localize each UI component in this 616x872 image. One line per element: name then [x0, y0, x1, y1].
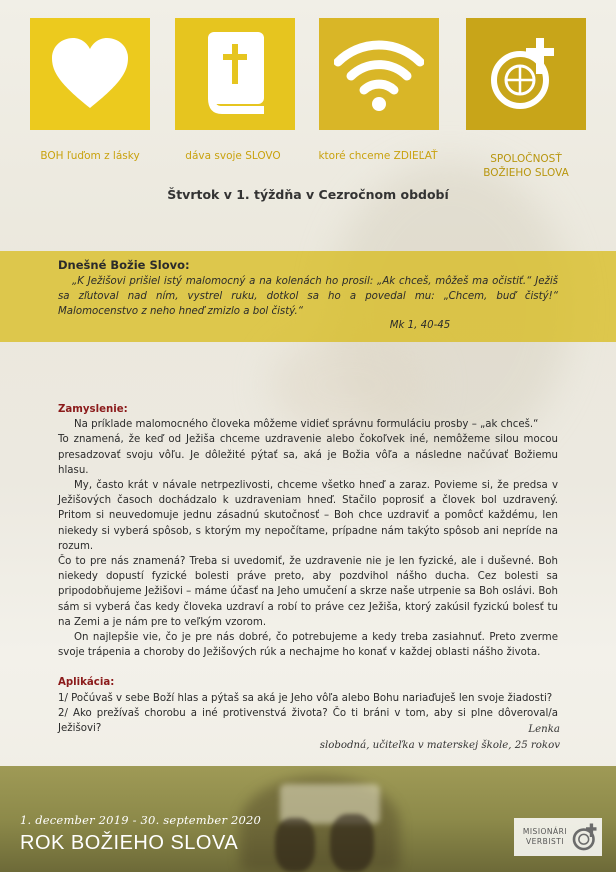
- signature-name: Lenka: [528, 724, 560, 735]
- logo-line2: VERBISTI: [526, 837, 564, 846]
- scripture-title: Dnešné Božie Slovo:: [58, 258, 190, 272]
- reflection-heading: Zamyslenie:: [58, 404, 128, 415]
- heart-icon: [50, 38, 130, 110]
- logo-line1: MISIONÁRI: [522, 827, 568, 836]
- scripture-text: „K Ježišovi prišiel istý malomocný a na kolenách ho prosil: „Ak chceš, môžeš ma očistiť.“ Ježiš sa zľutoval nad ním, vystrel ruku, dotkol sa ho a povedal mu: „Chcem, buď čistý!“ Malomocenstvo z neho hneď zmizlo a bol čistý.“: [58, 276, 558, 317]
- reflection-section: [58, 402, 558, 736]
- signature-description: slobodná, učiteľka v materskej škole, 25 rokov: [319, 740, 560, 751]
- footer-date-range: 1. december 2019 - 30. september 2020: [20, 813, 262, 827]
- missionari-verbisti-logo: [514, 818, 602, 856]
- footer-shoe-shape: [330, 814, 374, 872]
- footer-title: ROK BOŽIEHO SLOVA: [20, 832, 239, 854]
- reflection-paragraph: Na príklade malomocného človeka môžeme vidieť správnu formuláciu prosby – „ak chceš.“: [74, 419, 539, 431]
- svd-logo-icon: [486, 34, 566, 114]
- reflection-paragraph: To znamená, že keď od Ježiša chceme uzdravenie alebo čokoľvek iné, nemôžeme silou mocou presadzovať svoju vôľu. Je dôležité pýtať sa, aká je Božia vôľa a následne načúvať Božiemu hlasu.: [58, 434, 558, 476]
- application-item: 2/ Ako prežívaš chorobu a iné protivenstvá života? Čo ti bráni v tom, aby si plne dôveroval/a Ježišovi?: [58, 707, 558, 735]
- svd-logo-small-icon: [571, 822, 601, 852]
- tile-label-svd-line1: SPOLOČNOSŤ: [490, 153, 562, 165]
- tile-svd: [466, 18, 586, 130]
- reflection-paragraph: My, často krát v návale netrpezlivosti, chceme všetko hneď a zaraz. Povieme si, že predsa v Ježišových časoch dochádzalo k uzdraveniam hneď. Stačilo poprosiť a človek bol uzdravený. Pritom si neuvedomuje jednu zásadnú skutočnosť – Boh chce uzdraviť a pomôcť každému, len niekedy si vyberá spôsob, s ktorým my nepočítame, prípadne nám takýto spôsob ani nepríde na rozum.: [58, 480, 558, 552]
- application-heading: Aplikácia:: [58, 677, 115, 689]
- tile-label-share: ktoré chceme ZDIEĽAŤ: [318, 150, 438, 162]
- reflection-paragraph: Čo to pre nás znamená? Treba si uvedomiť, že uzdravenie nie je len fyzické, ale i duševné. Boh niekedy dopustí fyzické bolesti práve preto, aby pozdvihol nášho ducha. Cez bolesti sa pripodobňujeme Ježišovi – máme účasť na Jeho umučení a skrze naše utrpenie sa Boh oslávi. Boh sám si vyberá čas kedy človeka uzdraví a robí to práve cez Ježiša, ktorý zakúsil fyzickú bolesť tu na Zemi a je nám pre to veľkým vzorom.: [58, 556, 558, 628]
- bible-icon: [202, 32, 268, 116]
- scripture-reference: Mk 1, 40-45: [389, 320, 451, 331]
- application-item: 1/ Počúvaš v sebe Boží hlas a pýtaš sa aká je Jeho vôľa alebo Bohu nariaďuješ len svoje žiadosti?: [58, 692, 553, 704]
- tile-label-svd: [466, 152, 586, 180]
- header-tiles: [30, 18, 586, 148]
- tile-word: [175, 18, 295, 130]
- tile-label-word: dáva svoje SLOVO: [185, 150, 281, 162]
- page-subtitle: Štvrtok v 1. týždňa v Cezročnom období: [167, 187, 449, 202]
- tile-love: [30, 18, 150, 130]
- signature: [300, 722, 560, 754]
- logo-text: [514, 827, 571, 847]
- wifi-icon: [334, 36, 424, 112]
- footer-shoe-shape: [275, 818, 315, 872]
- tile-share: [319, 18, 439, 130]
- reflection-paragraph: On najlepšie vie, čo je pre nás dobré, čo potrebujeme a kedy treba zasiahnuť. Preto zverme svoje trápenia a choroby do Ježišových rúk a nechajme ho konať v každej oblasti nášho života.: [58, 632, 558, 659]
- tile-label-svd-line2: BOŽIEHO SLOVA: [483, 167, 569, 179]
- tile-label-love: BOH ľuďom z lásky: [40, 150, 140, 162]
